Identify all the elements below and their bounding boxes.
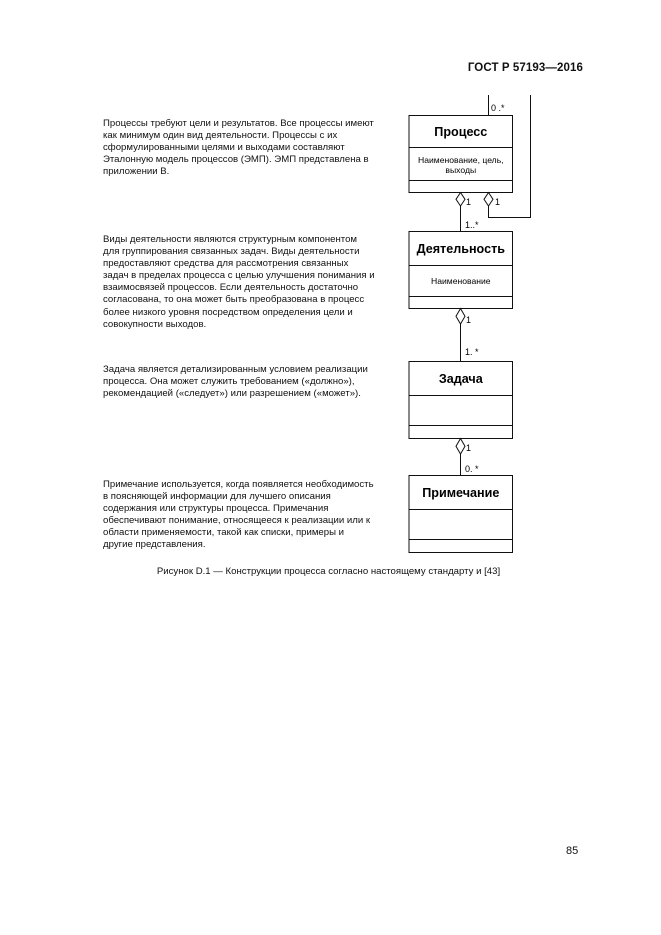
aggregation-diamond [456, 193, 465, 207]
paragraph-process: Процессы требуют цели и результатов. Все процессы имеют как минимум один вид деятельности. Процессы с их сформулированными целями и выходами составляют Эталонную модель процессов (ЭМП). ЭМП представлена в приложении В. [103, 118, 374, 178]
multiplicity-label: 1..* [465, 220, 479, 230]
multiplicity-label: 0 .* [491, 103, 505, 113]
paragraph-note: Примечание используется, когда появляется необходимость в поясняющей информации для лучшего описания содержания или структуры процесса. Примечания обеспечивают понимание, относящееся к реализации или к области применяемости, такой как списки, примеры и другие представления. [103, 479, 374, 551]
multiplicity-label: 1 [466, 315, 472, 325]
uml-class-diagram [400, 95, 540, 560]
aggregation-diamond [456, 439, 465, 455]
page-number: 85 [566, 845, 579, 857]
figure-caption: Рисунок D.1 — Конструкции процесса согласно настоящему стандарту и [43] [156, 566, 501, 577]
multiplicity-label: 1 [495, 197, 501, 207]
activity-class-name: Деятельность [416, 242, 506, 256]
note-class-name: Примечание [422, 486, 500, 500]
process-class-name: Процесс [434, 125, 488, 139]
multiplicity-label: 1. * [465, 347, 479, 357]
process-class-attribute: Наименование, цель, [418, 155, 504, 165]
paragraph-task: Задача является детализированным условием реализации процесса. Она может служить требованием («должно»), рекомендацией («следует») или разрешением («может»). [103, 364, 368, 400]
multiplicity-label: 1 [466, 197, 472, 207]
task-class-name: Задача [438, 372, 483, 386]
aggregation-diamond [484, 193, 493, 207]
multiplicity-label: 1 [466, 443, 472, 453]
multiplicity-label: 0. * [465, 464, 479, 474]
activity-class-attribute: Наименование [431, 276, 491, 286]
process-class-attribute: выходы [445, 165, 477, 175]
document-standard-id: ГОСТ Р 57193—2016 [467, 62, 583, 74]
aggregation-diamond [456, 309, 465, 325]
paragraph-activity: Виды деятельности являются структурным компонентом для группирования связанных задач. Виды деятельности предоставляют средства для рассмотрения связанных задач в пределах процесса с целью улучшения понимания и взаимосвязей процессов. Если деятельность достаточно согласована, то она может быть преобразована в процесс более низкого уровня посредством определения цели и совокупности выходов. [103, 234, 375, 330]
